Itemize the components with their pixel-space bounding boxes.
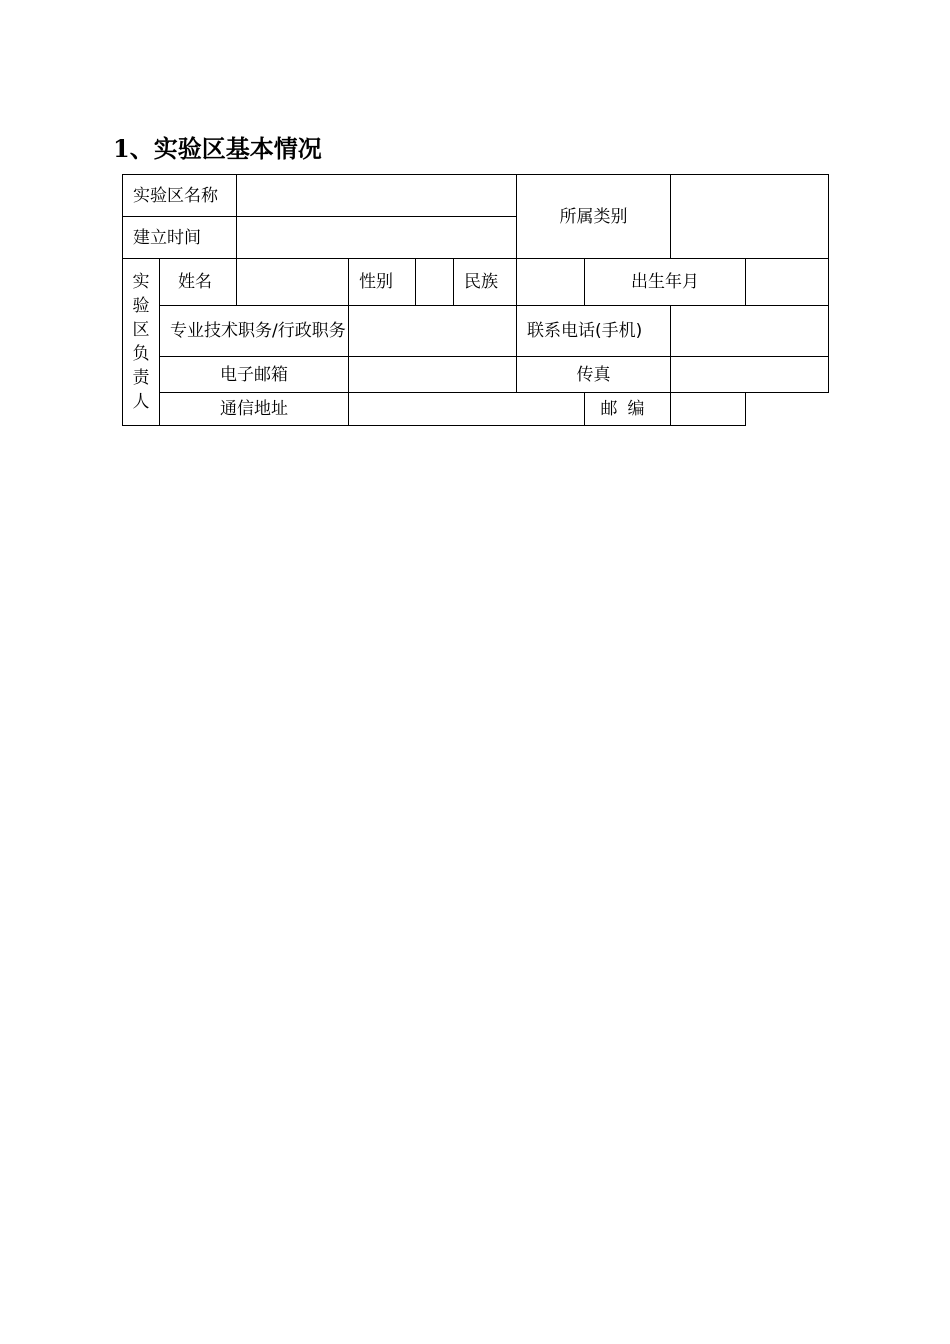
row-title [123,306,829,357]
row-zone-name [123,175,829,217]
row-email [123,357,829,393]
title-label: 专业技术职务/行政职务 [160,306,349,357]
fax-field[interactable] [671,357,829,393]
row-name [123,259,829,306]
birth-label: 出生年月 [585,259,746,306]
address-label: 通信地址 [160,393,349,426]
postal-label: 邮编 [585,393,671,426]
row-address [123,393,829,426]
gender-label: 性别 [349,259,416,306]
email-field[interactable] [349,357,517,393]
established-field[interactable] [237,217,517,259]
postal-field[interactable] [671,393,746,426]
email-label: 电子邮箱 [160,357,349,393]
fax-label: 传真 [517,357,671,393]
section-heading: 1、实验区基本情况 [113,134,322,163]
category-field[interactable] [671,175,829,259]
title-field[interactable] [349,306,517,357]
basic-info-form [122,174,829,426]
address-field[interactable] [349,393,585,426]
gender-field[interactable] [416,259,454,306]
ethnicity-label: 民族 [454,259,517,306]
phone-field[interactable] [671,306,829,357]
phone-label: 联系电话(手机) [517,306,671,357]
category-label: 所属类别 [517,175,671,259]
person-in-charge-label: 实验区负责人 [123,259,160,426]
established-label: 建立时间 [123,217,237,259]
birth-field[interactable] [746,259,829,306]
zone-name-label: 实验区名称 [123,175,237,217]
zone-name-field[interactable] [237,175,517,217]
ethnicity-field[interactable] [517,259,585,306]
name-label: 姓名 [160,259,237,306]
name-field[interactable] [237,259,349,306]
